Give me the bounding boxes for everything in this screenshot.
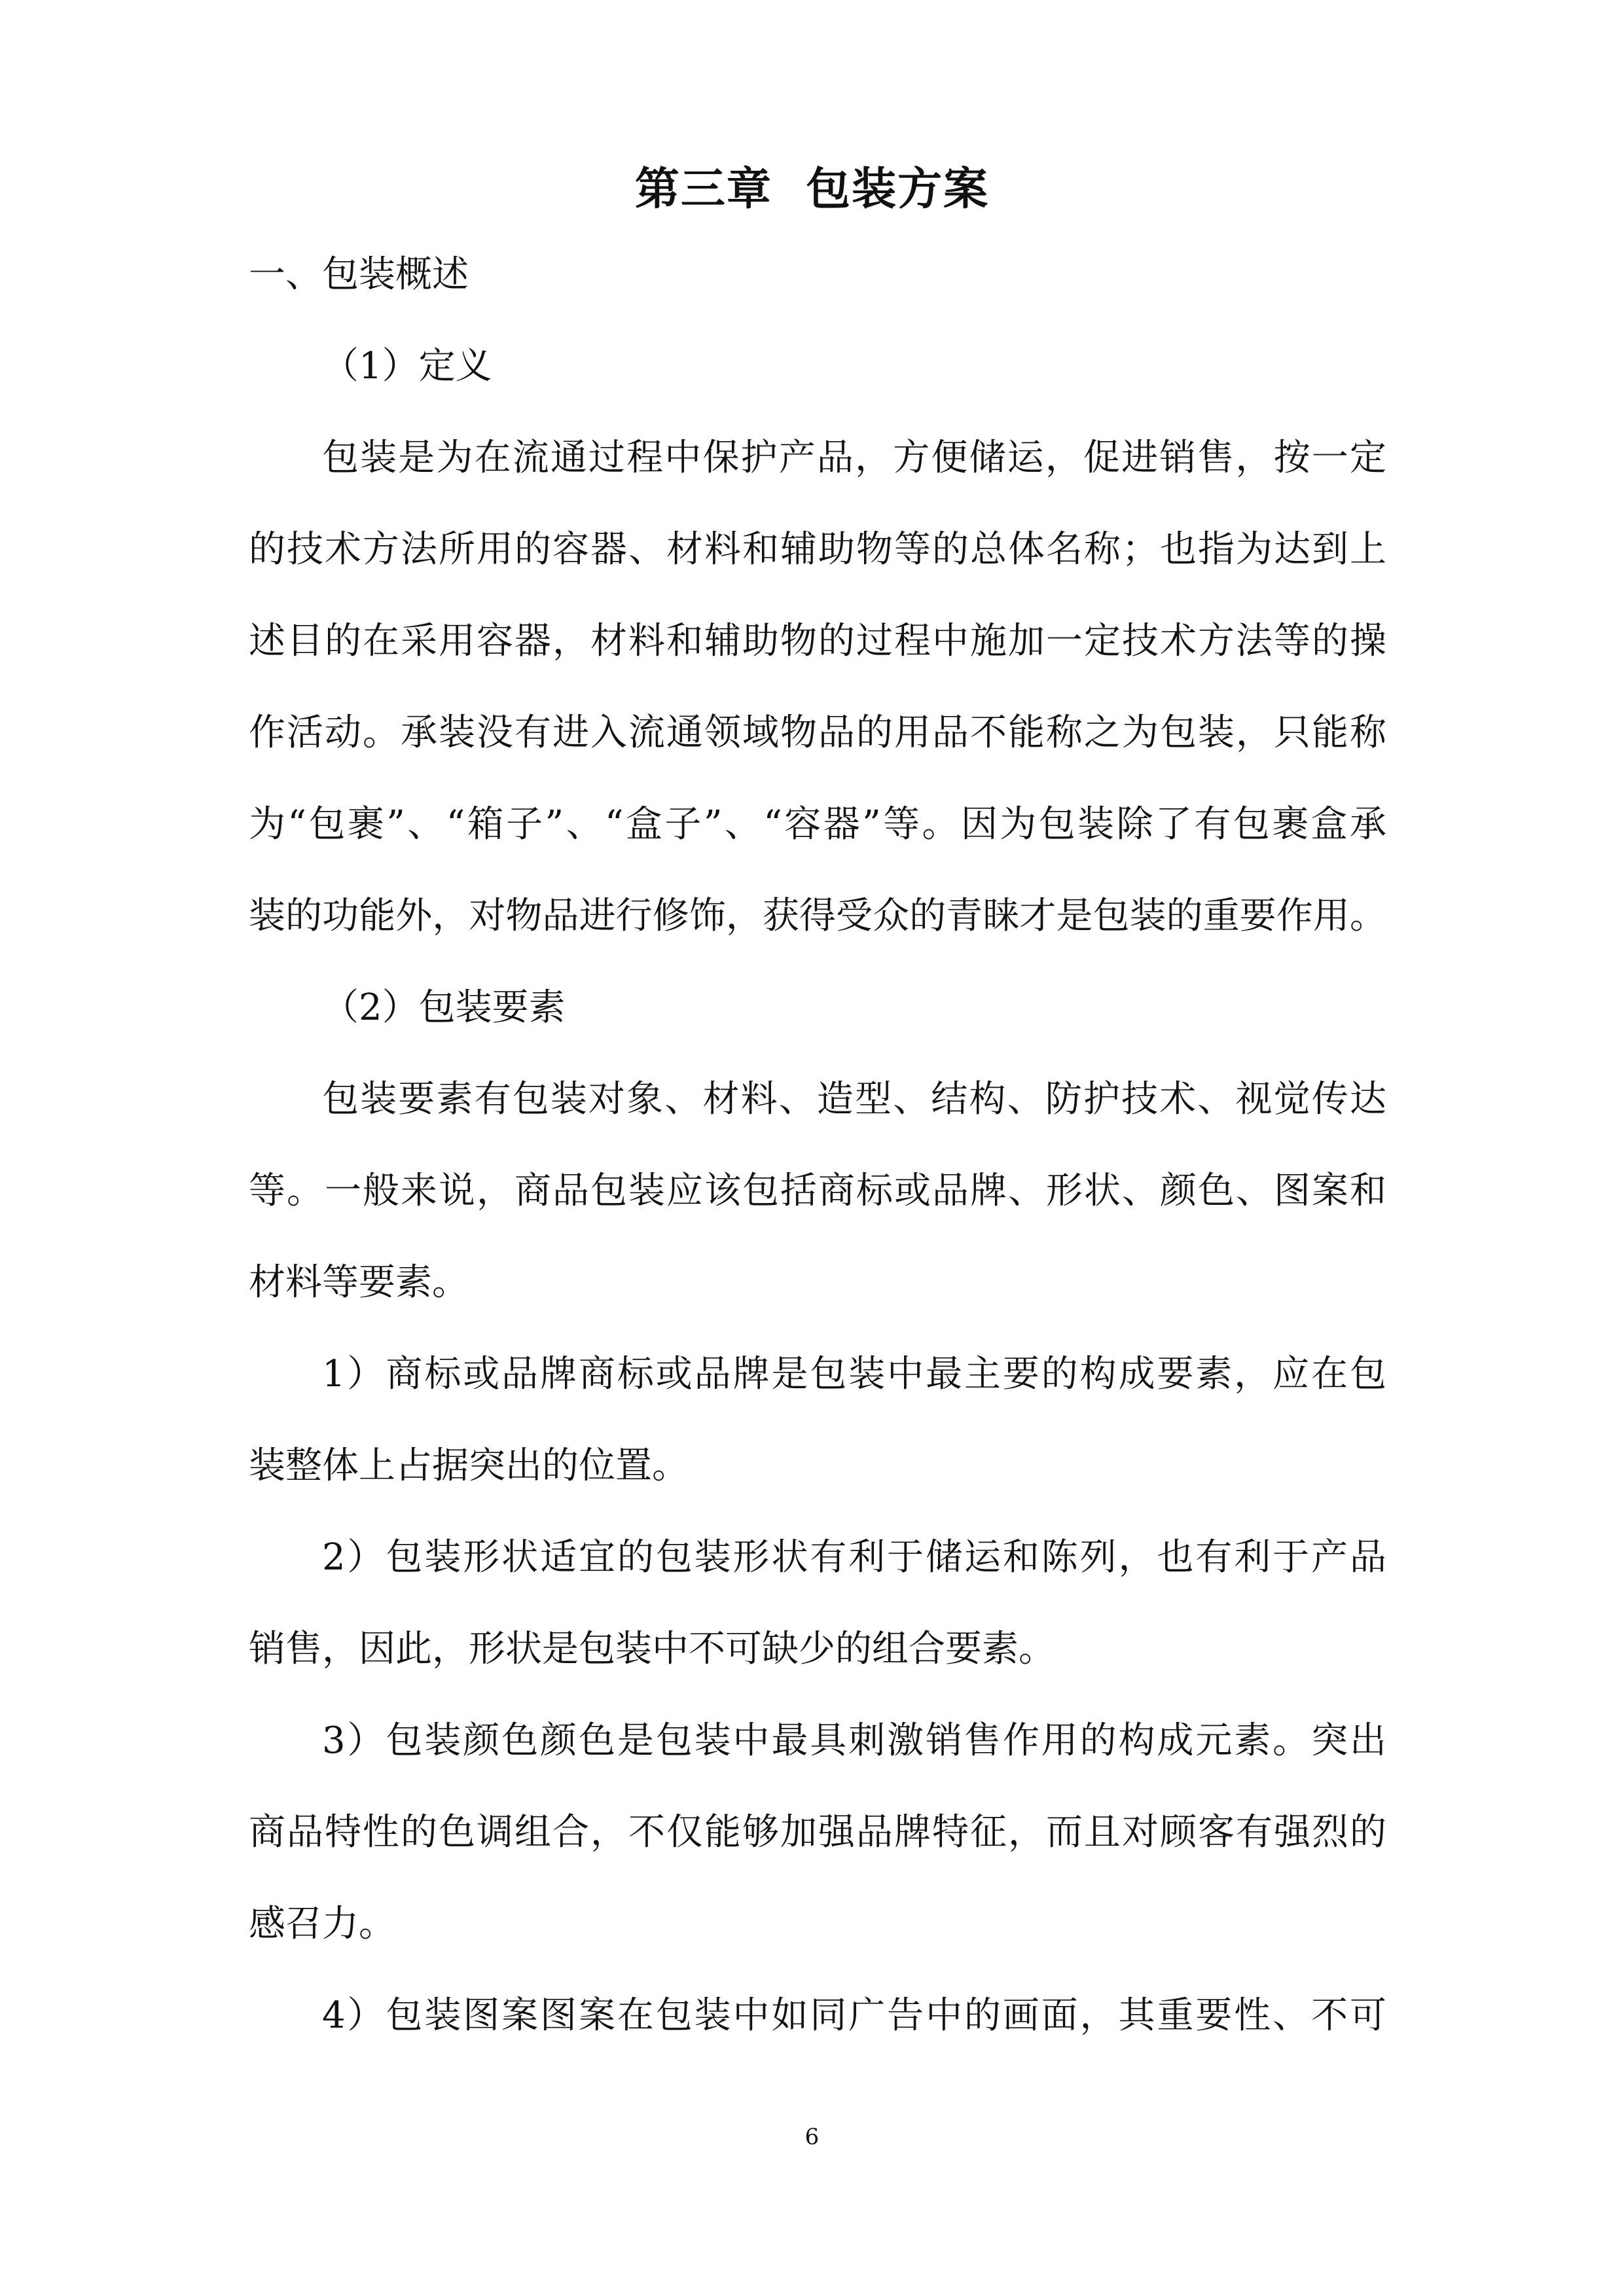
definition-line-6: 装的功能外，对物品进行修饰，获得受众的青睐才是包装的重要作用。 (249, 895, 1386, 937)
definition-line-4: 作活动。承装没有进入流通领域物品的用品不能称之为包装，只能称 (249, 711, 1386, 754)
element-item-2-line-1: 2）包装形状适宜的包装形状有利于储运和陈列，也有利于产品 (322, 1536, 1386, 1579)
element-item-3-line-1: 3）包装颜色颜色是包装中最具刺激销售作用的构成元素。突出 (322, 1719, 1386, 1762)
definition-line-3: 述目的在采用容器，材料和辅助物的过程中施加一定技术方法等的操 (249, 620, 1386, 662)
element-item-1-line-2: 装整体上占据突出的位置。 (249, 1444, 689, 1487)
definition-line-5: 为“包裹”、“箱子”、“盒子”、“容器”等。因为包装除了有包裹盒承 (249, 803, 1386, 846)
element-item-4-line-1: 4）包装图案图案在包装中如同广告中的画面，其重要性、不可 (322, 1994, 1386, 2037)
elements-intro-line-3: 材料等要素。 (249, 1261, 469, 1304)
definition-line-1: 包装是为在流通过程中保护产品，方便储运，促进销售，按一定 (322, 437, 1386, 479)
definition-heading: （1）定义 (322, 345, 492, 387)
element-item-3-line-2: 商品特性的色调组合，不仅能够加强品牌特征，而且对顾客有强烈的 (249, 1811, 1386, 1854)
elements-intro-line-2: 等。一般来说，商品包装应该包括商标或品牌、形状、颜色、图案和 (249, 1170, 1386, 1212)
definition-line-2: 的技术方法所用的容器、材料和辅助物等的总体名称；也指为达到上 (249, 528, 1386, 571)
elements-intro-line-1: 包装要素有包装对象、材料、造型、结构、防护技术、视觉传达 (322, 1078, 1386, 1121)
element-item-2-line-2: 销售，因此，形状是包装中不可缺少的组合要素。 (249, 1628, 1055, 1670)
page-number: 6 (804, 2124, 820, 2150)
section-heading: 一、包装概述 (249, 253, 469, 296)
element-item-1-line-1: 1）商标或品牌商标或品牌是包装中最主要的构成要素，应在包 (322, 1353, 1386, 1395)
chapter-title: 第三章 包装方案 (634, 164, 990, 215)
elements-heading: （2）包装要素 (322, 986, 566, 1029)
element-item-3-line-3: 感召力。 (249, 1903, 395, 1945)
